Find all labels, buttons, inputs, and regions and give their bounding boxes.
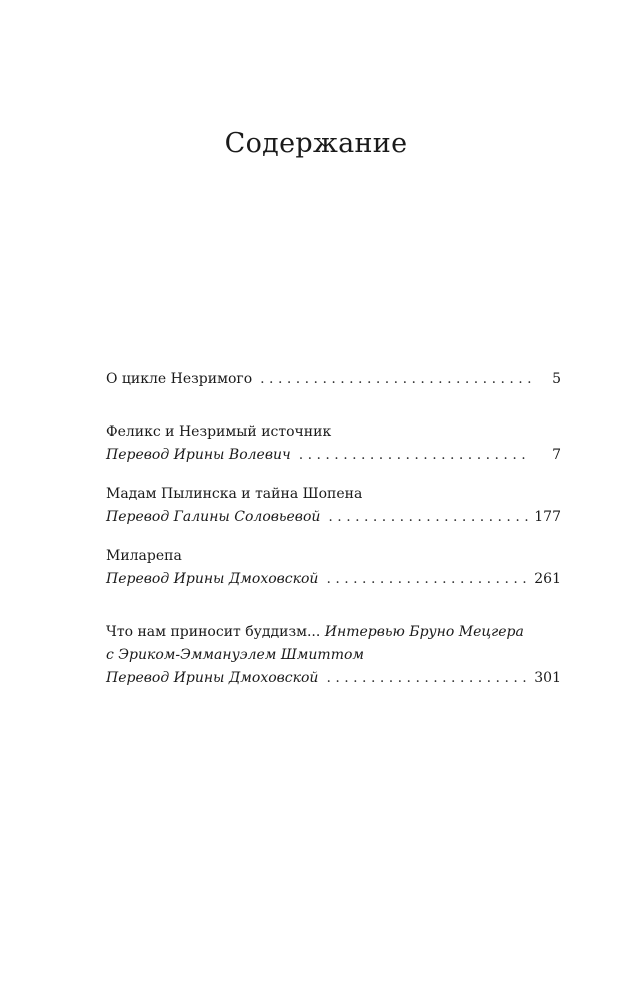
toc-entry-title-continuation: с Эриком-Эммануэлем Шмиттом [106,647,365,663]
toc-entry-madame-pylinska[interactable] [106,483,561,529]
toc-page-number: 261 [534,571,561,587]
toc-line [106,483,561,506]
toc-line [106,506,561,529]
dot-leader [326,568,528,591]
toc-page-number: 5 [552,371,561,387]
toc-entry-about-cycle[interactable] [106,368,561,391]
toc-entry-title-main: Что нам приносит буддизм... [106,624,321,640]
toc-line [106,568,561,591]
toc-entry-buddhism-interview[interactable] [106,621,561,690]
toc-entry-translator: Перевод Ирины Дмоховской [106,670,319,686]
toc-entry-title: Мадам Пылинска и тайна Шопена [106,486,363,502]
toc-entry-title: Миларепа [106,548,182,564]
toc-entry-title-subtitle: Интервью Бруно Мецгера [324,624,524,640]
dot-leader [326,667,528,690]
toc-line [106,667,561,690]
toc-entry-translator: Перевод Ирины Волевич [106,447,291,463]
toc-line [106,545,561,568]
toc-line [106,621,561,644]
toc-entry-translator: Перевод Галины Соловьевой [106,509,321,525]
toc-line [106,368,561,391]
toc-page-number: 301 [534,670,561,686]
toc-entry-title [106,621,524,644]
dot-leader [328,506,528,529]
toc-entry-title: Феликс и Незримый источник [106,424,332,440]
toc-line [106,444,561,467]
table-of-contents [106,368,561,690]
dot-leader [299,444,531,467]
toc-entry-title: О цикле Незримого [106,371,253,387]
page-title: Содержание [224,128,408,159]
toc-page-number: 177 [534,509,561,525]
toc-entry-translator: Перевод Ирины Дмоховской [106,571,319,587]
toc-line [106,644,561,667]
dot-leader [260,368,531,391]
toc-page-number: 7 [552,447,561,463]
toc-entry-felix[interactable] [106,421,561,467]
toc-line [106,421,561,444]
toc-entry-milarepa[interactable] [106,545,561,591]
